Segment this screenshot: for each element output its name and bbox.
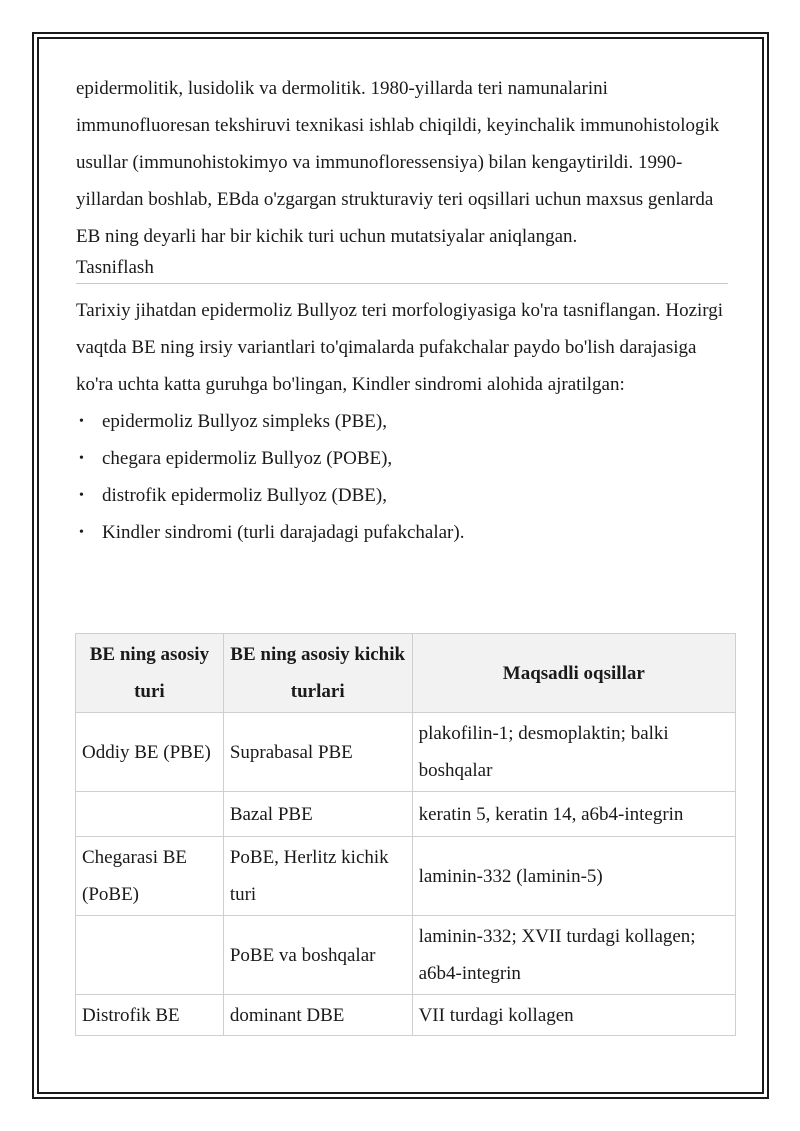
list-item-text: chegara epidermoliz Bullyoz (POBE), [102,448,393,469]
table-cell: laminin-332 (laminin-5) [412,837,735,916]
table-cell [76,916,224,995]
table-cell: PoBE va boshqalar [223,916,412,995]
table-cell: plakofilin-1; desmoplaktin; balki boshqalar [412,713,735,792]
bullet-list [76,403,728,551]
list-item [76,514,728,551]
classification-table [75,633,736,1036]
table-cell: Distrofik BE [76,995,224,1036]
table-row [76,995,736,1036]
list-item [76,477,728,514]
column-header-target-proteins: Maqsadli oqsillar [412,634,735,713]
bullet-icon: • [79,488,84,503]
table-cell: Suprabasal PBE [223,713,412,792]
table-cell: PoBE, Herlitz kichik turi [223,837,412,916]
list-item-text: Kindler sindromi (turli darajadagi pufakchalar). [102,522,465,543]
section-heading: Tasniflash [76,255,728,284]
bullet-icon: • [79,525,84,540]
bullet-icon: • [79,451,84,466]
list-item [76,440,728,477]
table-row [76,792,736,837]
table-cell: Oddiy BE (PBE) [76,713,224,792]
table-cell: Chegarasi BE (PoBE) [76,837,224,916]
table-row [76,837,736,916]
table-cell: keratin 5, keratin 14, a6b4-integrin [412,792,735,837]
table-cell: laminin-332; XVII turdagi kollagen; a6b4-integrin [412,916,735,995]
table-cell: VII turdagi kollagen [412,995,735,1036]
table-row [76,916,736,995]
column-header-main-type: BE ning asosiy turi [76,634,224,713]
table-row [76,713,736,792]
list-item [76,403,728,440]
list-item-text: epidermoliz Bullyoz simpleks (PBE), [102,411,387,432]
list-item-text: distrofik epidermoliz Bullyoz (DBE), [102,485,387,506]
intro-paragraph: epidermolitik, lusidolik va dermolitik. 1980-yillarda teri namunalarini immunofluoresan tekshiruvi texnikasi ishlab chiqildi, keyinchalik immunohistologik usullar (immunohistokimyo va immunofloressensiya) bilan kengaytirildi. 1990-yillardan boshlab, EBda o'zgargan strukturaviy teri oqsillari uchun maxsus genlarda EB ning deyarli har bir kichik turi uchun mutatsiyalar aniqlangan. [76,78,720,247]
table-cell [76,792,224,837]
table-header-row [76,634,736,713]
table-cell: dominant DBE [223,995,412,1036]
classification-paragraph: Tarixiy jihatdan epidermoliz Bullyoz teri morfologiyasiga ko'ra tasniflangan. Hozirgi vaqtda BE ning irsiy variantlari to'qimalarda pufakchalar paydo bo'lish darajasiga ko'ra uchta katta guruhga bo'lingan, Kindler sindromi alohida ajratilgan: [76,300,724,395]
table-cell: Bazal PBE [223,792,412,837]
bullet-icon: • [79,414,84,429]
document-body [76,70,728,551]
column-header-subtypes: BE ning asosiy kichik turlari [223,634,412,713]
